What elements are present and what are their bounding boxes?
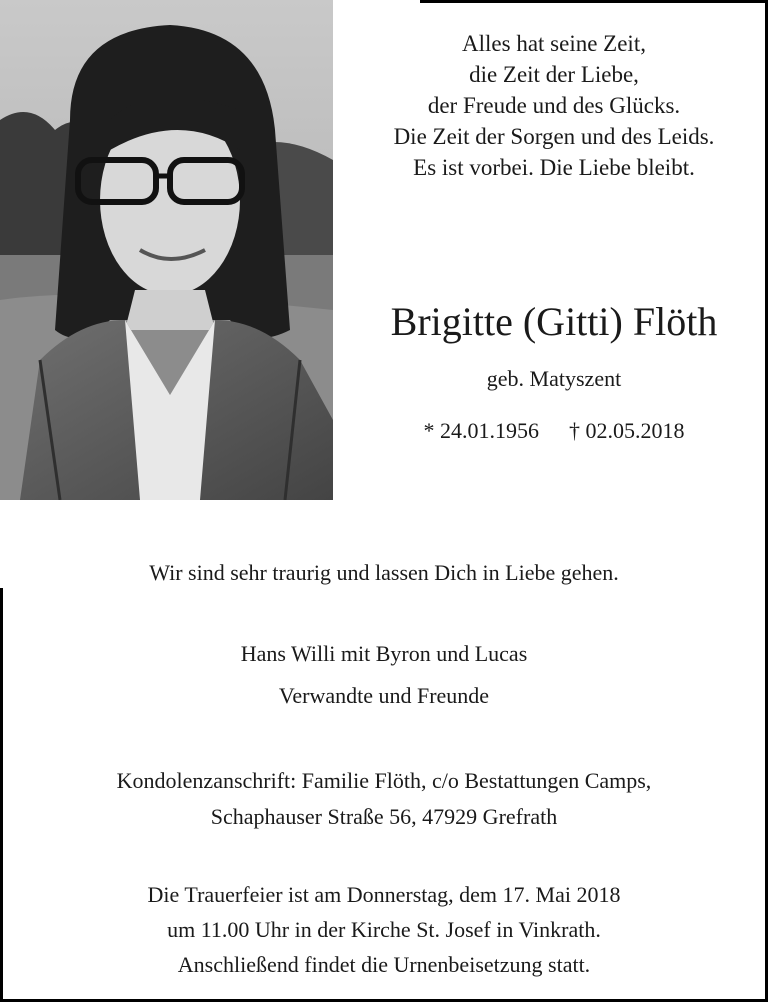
mourner-line: Verwandte und Freunde: [278, 683, 490, 708]
birth-date: * 24.01.1956: [423, 418, 539, 443]
frame-top-line: [420, 0, 768, 3]
verse-block: [340, 28, 768, 183]
mourners-block: [0, 633, 768, 717]
born-name: geb. Matyszent: [486, 366, 622, 391]
condolence-line: Kondolenzanschrift: Familie Flöth, c/o Bestattungen Camps,: [116, 768, 652, 793]
service-info: [0, 877, 768, 982]
service-line: Anschließend findet die Urnenbeisetzung statt.: [177, 952, 591, 977]
farewell-text: Wir sind sehr traurig und lassen Dich in Liebe gehen.: [149, 560, 619, 585]
verse-line: Es ist vorbei. Die Liebe bleibt.: [413, 155, 695, 180]
life-dates: [340, 415, 768, 447]
verse-line: Alles hat seine Zeit,: [462, 31, 646, 56]
verse-line: Die Zeit der Sorgen und des Leids.: [393, 124, 715, 149]
verse-line: die Zeit der Liebe,: [469, 62, 639, 87]
deceased-name: Brigitte (Gitti) Flöth: [390, 299, 718, 344]
death-date: † 02.05.2018: [569, 418, 685, 443]
service-line: um 11.00 Uhr in der Kirche St. Josef in Vinkrath.: [167, 917, 601, 942]
condolence-address: [0, 763, 768, 835]
condolence-line: Schaphauser Straße 56, 47929 Grefrath: [210, 804, 558, 829]
service-line: Die Trauerfeier ist am Donnerstag, dem 17. Mai 2018: [147, 882, 621, 907]
portrait-illustration: [0, 0, 333, 500]
mourner-line: Hans Willi mit Byron und Lucas: [240, 641, 528, 666]
verse-line: der Freude und des Glücks.: [427, 93, 681, 118]
portrait-photo: [0, 0, 333, 500]
